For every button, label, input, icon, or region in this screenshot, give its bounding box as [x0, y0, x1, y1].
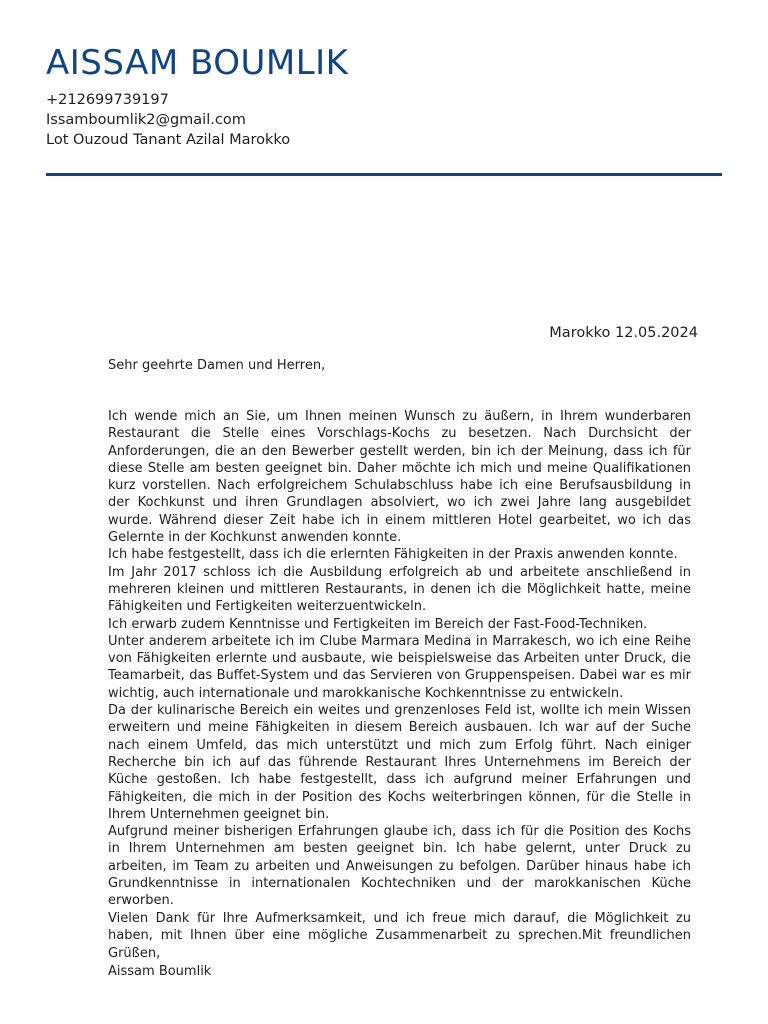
postal-address: Lot Ouzoud Tanant Azilal Marokko	[46, 132, 291, 148]
body-paragraph: Aufgrund meiner bisherigen Erfahrungen glaube ich, dass ich für die Position des Kochs in Ihrem Unternehmen am besten geeignet bin. Ich habe gelernt, unter Druck zu arbeiten, im Team zu arbeiten und Anweisungen zu befolgen. Darüber hinaus habe ich Grundkenntnisse in internationalen Kochtechniken und der marokkanischen Küche erworben.	[108, 824, 691, 909]
salutation: Sehr geehrte Damen und Herren,	[108, 358, 326, 373]
letter-date: Marokko 12.05.2024	[549, 325, 698, 341]
closing-text: Vielen Dank für Ihre Aufmerksamkeit, und ich freue mich darauf, die Möglichkeit zu haben, mit Ihnen über eine mögliche Zusammenarbeit zu sprechen.Mit freundlichen Grüßen,	[108, 911, 691, 961]
body-paragraph: Da der kulinarische Bereich ein weites und grenzenloses Feld ist, wollte ich mein Wissen erweitern und meine Fähigkeiten in diesem Bereich ausbauen. Ich war auf der Suche nach einem Umfeld, das mich unterstützt und mich zum Erfolg führt. Nach einiger Recherche bin ich auf das führende Restaurant Ihres Unternehmens im Bereich der Küche gestoßen. Ich habe festgestellt, dass ich aufgrund meiner Erfahrungen und Fähigkeiten, die mich in der Position des Kochs weiterbringen können, für die Stelle in Ihrem Unternehmen geeignet bin.	[108, 703, 691, 822]
body-paragraph: Ich wende mich an Sie, um Ihnen meinen Wunsch zu äußern, in Ihrem wunderbaren Restaurant die Stelle eines Vorschlags-Kochs zu besetzen. Nach Durchsicht der Anforderungen, die an den Bewerber gestellt werden, bin ich der Meinung, dass ich für diese Stelle am besten geeignet bin. Daher möchte ich mich und meine Qualifikationen kurz vorstellen. Nach erfolgreichem Schulabschluss habe ich eine Berufsausbildung in der Kochkunst und ihren Grundlagen absolviert, wo ich zwei Jahre lang ausgebildet wurde. Während dieser Zeit habe ich in einem mittleren Hotel gearbeitet, wo ich das Gelernte in der Kochkunst anwenden konnte.	[108, 409, 691, 546]
header-divider	[46, 173, 722, 176]
letter-header	[46, 40, 722, 150]
email-address: Issamboumlik2@gmail.com	[46, 112, 246, 128]
signature-name: Aissam Boumlik	[108, 964, 212, 979]
body-paragraph: Ich habe festgestellt, dass ich die erlernten Fähigkeiten in der Praxis anwenden konnte.	[108, 547, 678, 563]
body-paragraph: Ich erwarb zudem Kenntnisse und Fertigkeiten im Bereich der Fast-Food-Techniken.	[108, 616, 648, 632]
closing-block	[108, 910, 691, 962]
body-paragraph: Unter anderem arbeitete ich im Clube Marmara Medina in Marrakesch, wo ich eine Reihe von Fähigkeiten erlernte und ausbaute, wie beispielsweise das Arbeiten unter Druck, die Teamarbeit, das Buffet-System und das Servieren von Gruppenspeisen. Dabei war es mir wichtig, auch internationale und marokkanische Kochkenntnisse zu entwickeln.	[108, 633, 691, 701]
body-paragraph: Im Jahr 2017 schloss ich die Ausbildung erfolgreich ab und arbeitete anschließend in mehreren kleinen und mittleren Restaurants, in denen ich die Möglichkeit hatte, meine Fähigkeiten und Fertigkeiten weiterzuentwickeln.	[108, 564, 691, 615]
phone-number: +212699739197	[46, 92, 169, 108]
applicant-name: AISSAM BOUMLIK	[46, 43, 349, 83]
contact-block	[46, 90, 722, 150]
letter-body	[108, 408, 691, 910]
